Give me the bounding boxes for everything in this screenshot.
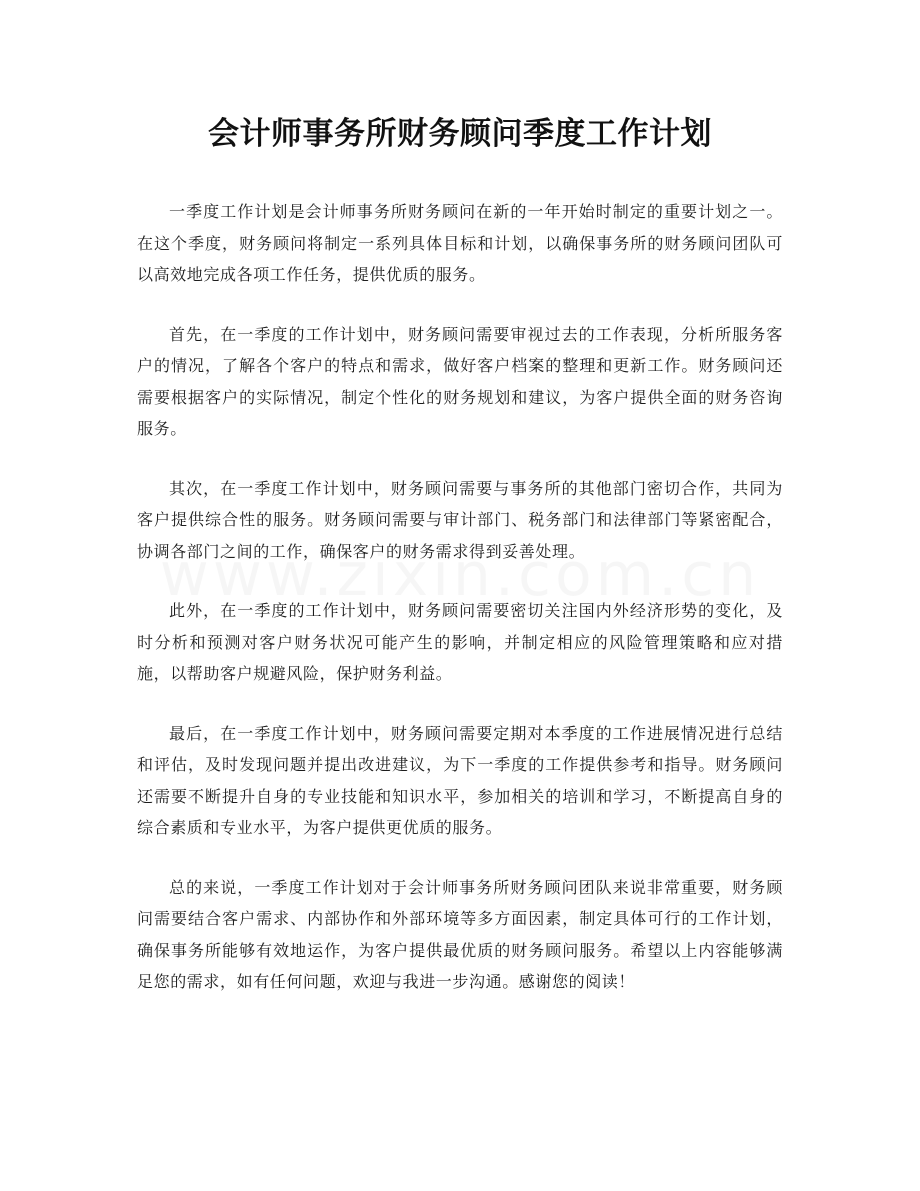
paragraph-3: 其次，在一季度工作计划中，财务顾问需要与事务所的其他部门密切合作，共同为客户提供综合性的服务。财务顾问需要与审计部门、税务部门和法律部门等紧密配合，协调各部门之间的工作，确保客户的财务需求得到妥善处理。 xyxy=(137,478,783,561)
paragraph-5: 最后，在一季度工作计划中，财务顾问需要定期对本季度的工作进展情况进行总结和评估，及时发现问题并提出改进建议，为下一季度的工作提供参考和指导。财务顾问还需要不断提升自身的专业技能和知识水平，参加相关的培训和学习，不断提高自身的综合素质和专业水平，为客户提供更优质的服务。 xyxy=(137,723,783,837)
paragraph-1: 一季度工作计划是会计师事务所财务顾问在新的一年开始时制定的重要计划之一。在这个季度，财务顾问将制定一系列具体目标和计划，以确保事务所的财务顾问团队可以高效地完成各项工作任务，提供优质的服务。 xyxy=(137,202,783,284)
document-body xyxy=(137,196,783,998)
paragraph-4: 此外，在一季度的工作计划中，财务顾问需要密切关注国内外经济形势的变化，及时分析和预测对客户财务状况可能产生的影响，并制定相应的风险管理策略和应对措施，以帮助客户规避风险，保护财务利益。 xyxy=(137,601,783,683)
document-title: 会计师事务所财务顾问季度工作计划 xyxy=(208,116,712,152)
paragraph-6: 总的来说，一季度工作计划对于会计师事务所财务顾问团队来说非常重要，财务顾问需要结合客户需求、内部协作和外部环境等多方面因素，制定具体可行的工作计划，确保事务所能够有效地运作，为客户提供最优质的财务顾问服务。希望以上内容能够满足您的需求，如有任何问题，欢迎与我进一步沟通。感谢您的阅读！ xyxy=(137,877,783,991)
paragraph-2: 首先，在一季度的工作计划中，财务顾问需要审视过去的工作表现，分析所服务客户的情况，了解各个客户的特点和需求，做好客户档案的整理和更新工作。财务顾问还需要根据客户的实际情况，制定个性化的财务规划和建议，为客户提供全面的财务咨询服务。 xyxy=(137,324,783,438)
